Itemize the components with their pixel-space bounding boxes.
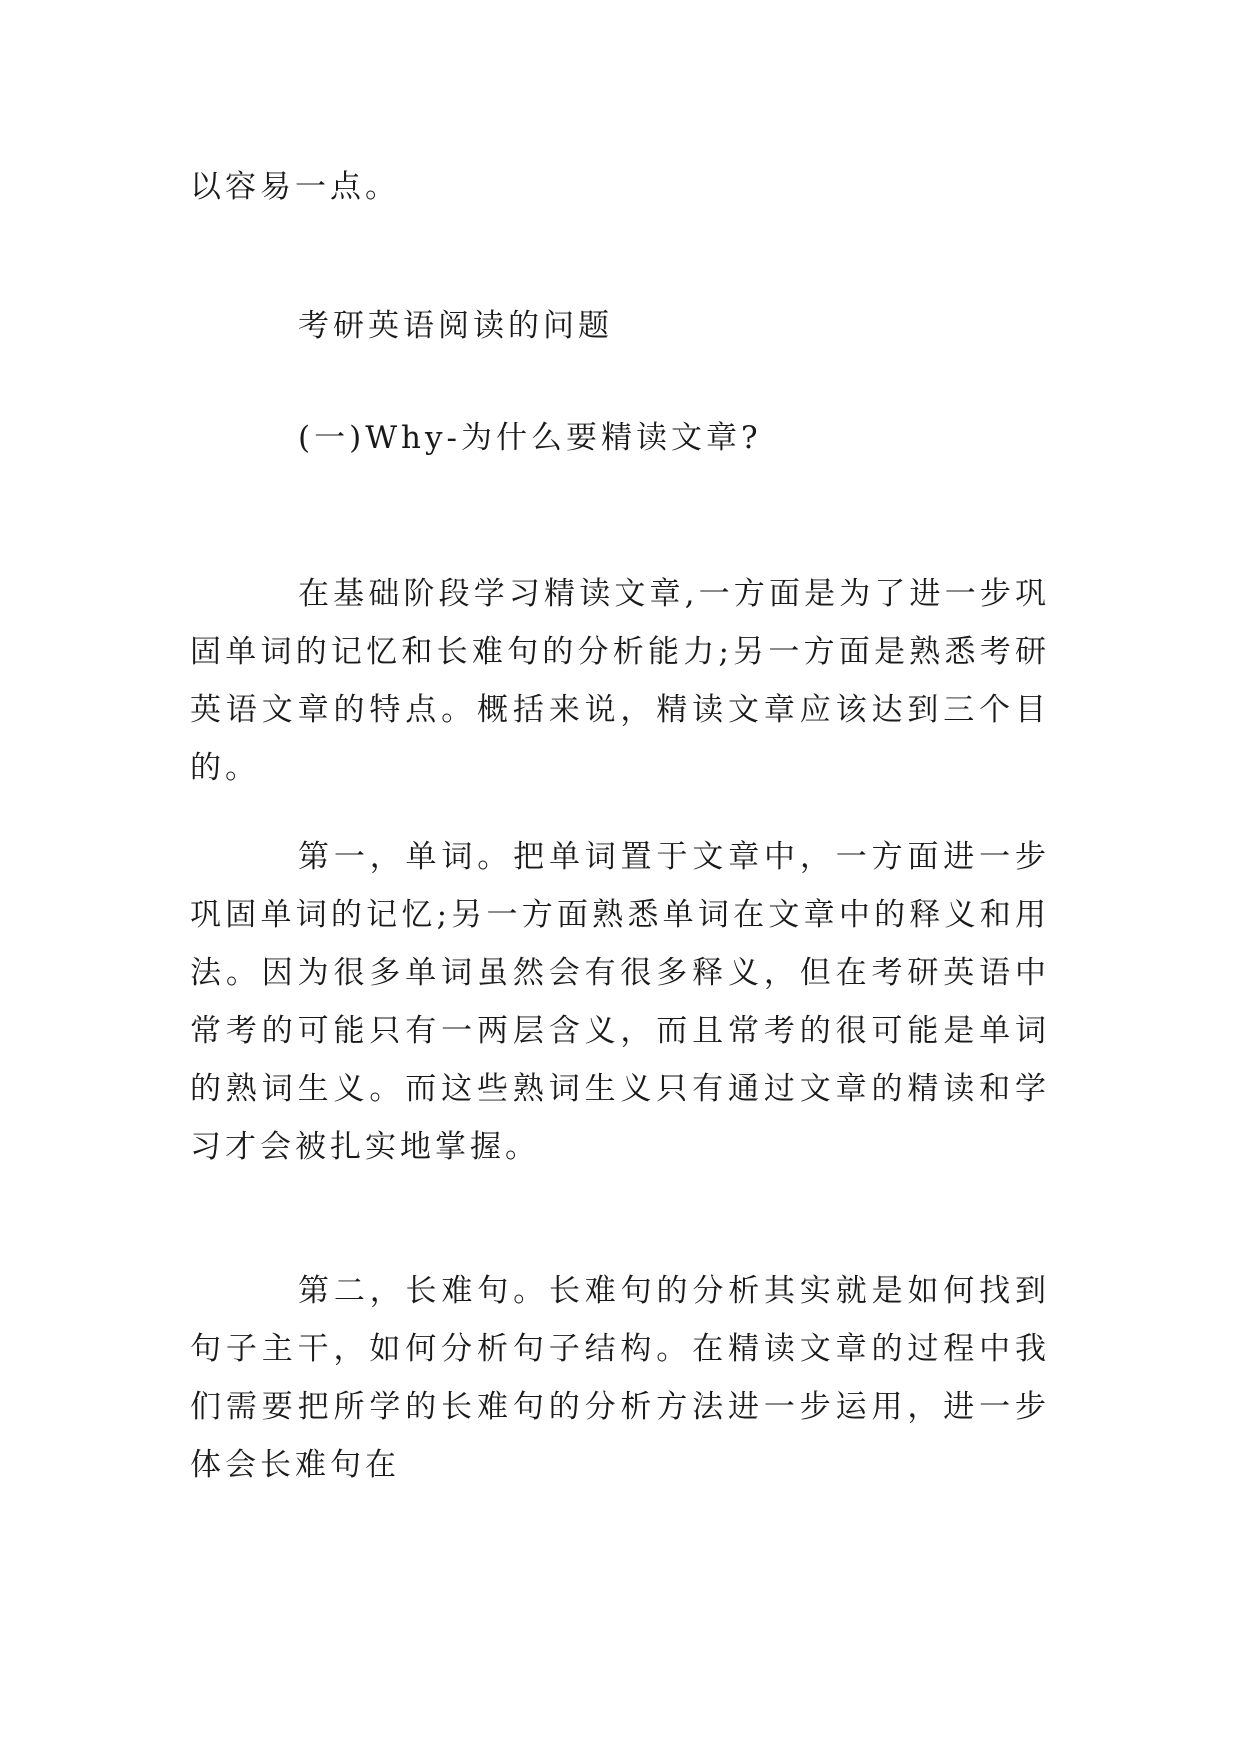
subsection-title: (一)Why-为什么要精读文章? [298,420,762,456]
continuation-paragraph: 以容易一点。 [190,169,400,205]
point-one-paragraph: 第一，单词。把单词置于文章中，一方面进一步巩固单词的记忆;另一方面熟悉单词在文章中的释义和用法。因为很多单词虽然会有很多释义，但在考研英语中常考的可能只有一两层含义，而且常考的很可能是单词的熟词生义。而这些熟词生义只有通过文章的精读和学习才会被扎实地掌握。 [190,839,1050,1165]
section-title: 考研英语阅读的问题 [298,308,613,344]
point-two-paragraph: 第二，长难句。长难句的分析其实就是如何找到句子主干，如何分析句子结构。在精读文章的过程中我们需要把所学的长难句的分析方法进一步运用，进一步体会长难句在 [190,1273,1050,1483]
intro-paragraph: 在基础阶段学习精读文章,一方面是为了进一步巩固单词的记忆和长难句的分析能力;另一方面是熟悉考研英语文章的特点。概括来说，精读文章应该达到三个目的。 [190,576,1050,786]
